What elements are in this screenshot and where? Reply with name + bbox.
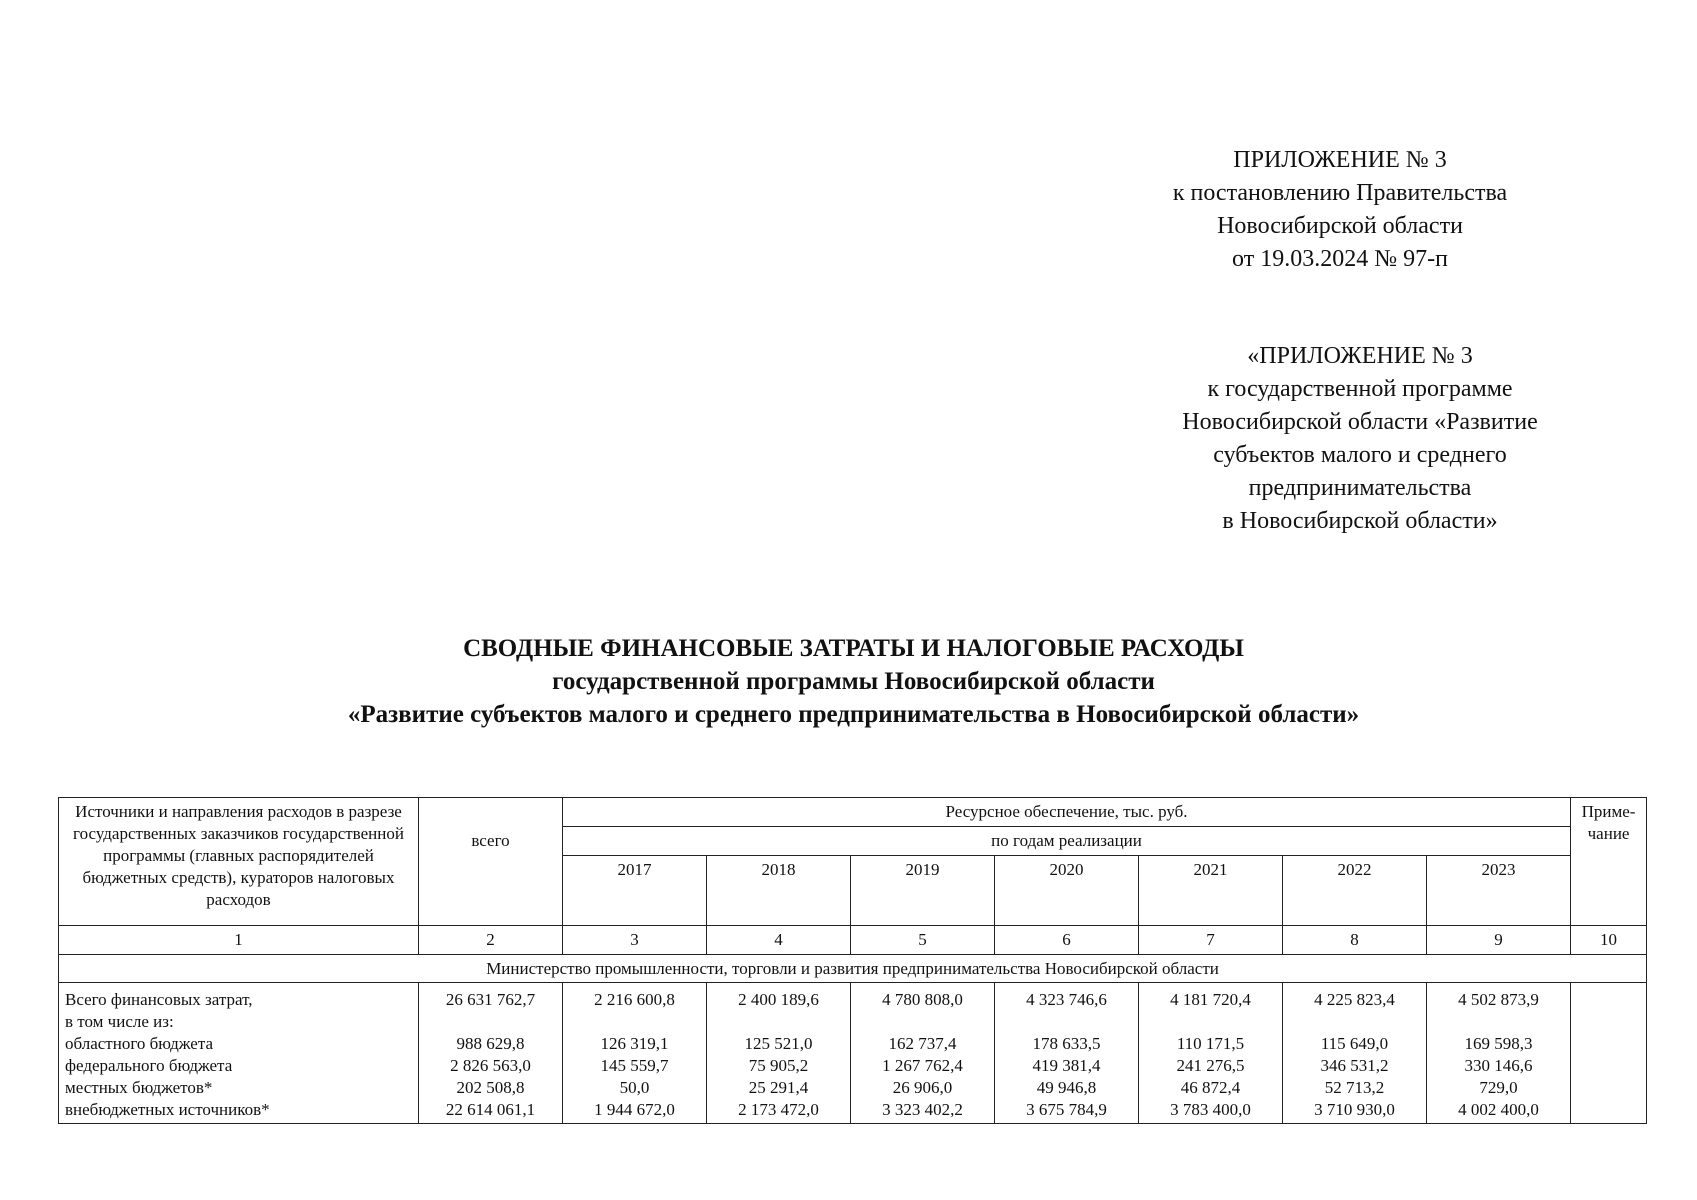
header-year: 2021 (1139, 855, 1283, 925)
appendix-line: ПРИЛОЖЕНИЕ № 3 (1233, 147, 1447, 173)
row-label: областного бюджета (65, 1034, 214, 1053)
value-column-total (419, 983, 563, 1124)
header-year: 2017 (563, 855, 707, 925)
value-cell (1285, 1011, 1424, 1033)
note-cell (1571, 983, 1647, 1124)
column-number: 10 (1571, 926, 1647, 955)
value-cell (709, 1011, 848, 1033)
appendix-government-decree (1130, 144, 1550, 276)
column-number: 3 (563, 926, 707, 955)
value-cell: 46 872,4 (1180, 1078, 1241, 1097)
value-column-2019 (851, 983, 995, 1124)
header-resources: Ресурсное обеспечение, тыс. руб. (563, 798, 1571, 827)
appendix-line: Новосибирской области (1217, 213, 1463, 239)
appendix-line: от 19.03.2024 № 97-п (1232, 246, 1448, 272)
header-year: 2020 (995, 855, 1139, 925)
value-cell: 52 713,2 (1324, 1078, 1385, 1097)
document-title (60, 632, 1647, 731)
value-cell: 1 944 672,0 (594, 1100, 675, 1119)
row-label: местных бюджетов* (65, 1078, 213, 1097)
value-cell: 75 905,2 (748, 1056, 809, 1075)
appendix-line: предпринимательства (1248, 475, 1472, 501)
value-cell: 419 381,4 (1032, 1056, 1101, 1075)
column-number: 4 (707, 926, 851, 955)
value-cell: 25 291,4 (748, 1078, 809, 1097)
value-cell (565, 1011, 704, 1033)
value-cell: 162 737,4 (888, 1034, 957, 1053)
value-cell: 22 614 061,1 (445, 1100, 536, 1119)
header-year: 2022 (1283, 855, 1427, 925)
column-number: 5 (851, 926, 995, 955)
value-cell: 50,0 (619, 1078, 650, 1097)
header-total: всего (419, 798, 563, 926)
financial-table (58, 797, 1647, 1124)
value-column-2020 (995, 983, 1139, 1124)
value-cell: 346 531,2 (1320, 1056, 1389, 1075)
value-cell: 330 146,6 (1464, 1056, 1533, 1075)
title-line: «Развитие субъектов малого и среднего предпринимательства в Новосибирской области» (347, 701, 1360, 728)
value-cell (1141, 1011, 1280, 1033)
value-cell (997, 1011, 1136, 1033)
value-cell: 988 629,8 (456, 1034, 525, 1053)
value-cell: 729,0 (1479, 1078, 1518, 1097)
value-cell: 4 181 720,4 (1170, 990, 1251, 1009)
value-cell: 2 216 600,8 (594, 990, 675, 1009)
appendix-state-program (1140, 340, 1580, 538)
value-cell: 26 631 762,7 (445, 990, 536, 1009)
value-cell: 2 826 563,0 (450, 1056, 531, 1075)
value-cell: 115 649,0 (1320, 1034, 1389, 1053)
appendix-line: «ПРИЛОЖЕНИЕ № 3 (1247, 343, 1473, 369)
value-column-2017 (563, 983, 707, 1124)
value-cell: 4 502 873,9 (1458, 990, 1539, 1009)
value-cell: 241 276,5 (1176, 1056, 1245, 1075)
value-column-2022 (1283, 983, 1427, 1124)
appendix-line: к постановлению Правительства (1172, 180, 1508, 206)
header-year: 2018 (707, 855, 851, 925)
value-column-2018 (707, 983, 851, 1124)
value-cell: 3 323 402,2 (882, 1100, 963, 1119)
header-note: Приме-чание (1571, 798, 1647, 926)
appendix-line: Новосибирской области «Развитие (1182, 409, 1538, 435)
value-cell: 4 780 808,0 (882, 990, 963, 1009)
column-number: 9 (1427, 926, 1571, 955)
row-label: федерального бюджета (65, 1056, 233, 1075)
header-year: 2019 (851, 855, 995, 925)
value-cell: 4 225 823,4 (1314, 990, 1395, 1009)
column-number: 8 (1283, 926, 1427, 955)
appendix-line: субъектов малого и среднего (1213, 442, 1507, 468)
value-cell: 178 633,5 (1032, 1034, 1101, 1053)
value-cell: 2 400 189,6 (738, 990, 819, 1009)
title-line: СВОДНЫЕ ФИНАНСОВЫЕ ЗАТРАТЫ И НАЛОГОВЫЕ РАСХОДЫ (463, 635, 1244, 662)
value-cell: 4 002 400,0 (1458, 1100, 1539, 1119)
value-cell: 4 323 746,6 (1026, 990, 1107, 1009)
ministry-row: Министерство промышленности, торговли и развития предпринимательства Новосибирской области (59, 955, 1647, 983)
header-year: 2023 (1427, 855, 1571, 925)
value-cell: 126 319,1 (600, 1034, 669, 1053)
row-label: в том числе из: (65, 1012, 174, 1031)
header-by-years: по годам реализации (563, 826, 1571, 855)
row-labels-cell (59, 983, 419, 1124)
value-cell (853, 1011, 992, 1033)
value-cell: 3 675 784,9 (1026, 1100, 1107, 1119)
appendix-line: в Новосибирской области» (1222, 508, 1498, 534)
value-cell: 169 598,3 (1464, 1034, 1533, 1053)
value-cell: 202 508,8 (456, 1078, 525, 1097)
row-label: внебюджетных источников* (65, 1100, 270, 1119)
column-number: 7 (1139, 926, 1283, 955)
appendix-line: к государственной программе (1207, 376, 1513, 402)
column-number: 2 (419, 926, 563, 955)
value-column-2023 (1427, 983, 1571, 1124)
value-cell: 3 783 400,0 (1170, 1100, 1251, 1119)
column-number: 6 (995, 926, 1139, 955)
value-cell: 145 559,7 (600, 1056, 669, 1075)
value-cell (421, 1011, 560, 1033)
column-number: 1 (59, 926, 419, 955)
value-cell (1429, 1011, 1568, 1033)
value-cell: 2 173 472,0 (738, 1100, 819, 1119)
value-cell: 49 946,8 (1036, 1078, 1097, 1097)
value-cell: 110 171,5 (1176, 1034, 1245, 1053)
value-column-2021 (1139, 983, 1283, 1124)
value-cell: 1 267 762,4 (882, 1056, 963, 1075)
header-sources: Источники и направления расходов в разрезе государственных заказчиков государственной программы (главных распорядителей бюджетных средств), кураторов налоговых расходов (59, 798, 419, 926)
column-number-row (59, 926, 1647, 955)
value-cell: 3 710 930,0 (1314, 1100, 1395, 1119)
row-label: Всего финансовых затрат, (65, 990, 253, 1009)
value-cell: 125 521,0 (744, 1034, 813, 1053)
value-cell: 26 906,0 (892, 1078, 953, 1097)
title-line: государственной программы Новосибирской области (552, 668, 1155, 695)
table-row (59, 983, 1647, 1124)
